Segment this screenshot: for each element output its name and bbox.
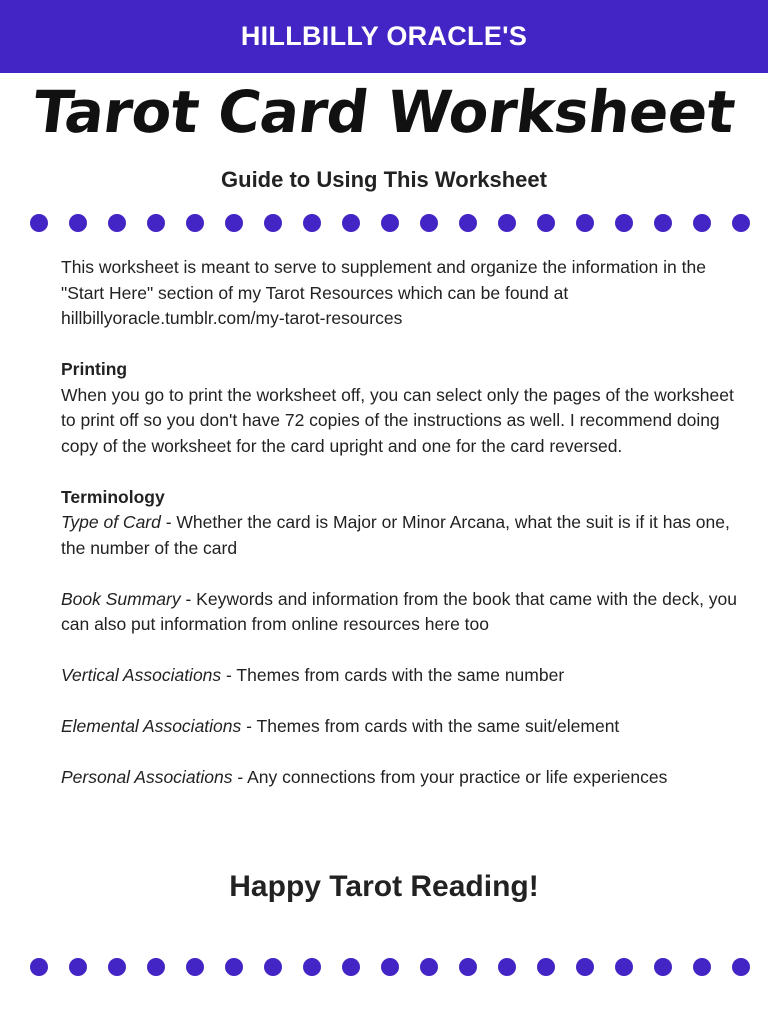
divider-dot [225,958,243,976]
definition-personal-associations: - Any connections from your practice or life experiences [232,767,668,787]
divider-dot [69,958,87,976]
terminology-section [61,485,741,562]
divider-dot [303,214,321,232]
page-subtitle: Guide to Using This Worksheet [221,167,547,192]
divider-dot [498,958,516,976]
divider-dot [30,958,48,976]
divider-dot [225,214,243,232]
dot-divider-top [30,213,750,233]
divider-dot [186,958,204,976]
divider-dot [342,958,360,976]
term-entry-personal-associations [61,765,741,791]
divider-dot [732,958,750,976]
divider-dot [537,214,555,232]
divider-dot [381,214,399,232]
divider-dot [186,214,204,232]
term-entry-vertical-associations [61,663,741,689]
divider-dot [615,958,633,976]
closing-message: Happy Tarot Reading! [229,870,539,903]
intro-paragraph: This worksheet is meant to serve to supplement and organize the information in the "Start Here" section of my Tarot Resources which can be found at hillbillyoracle.tumblr.com/my-tarot-resources [61,257,706,328]
divider-dot [303,958,321,976]
divider-dot [264,958,282,976]
page-title: Tarot Card Worksheet [29,78,739,146]
instructions-body [61,255,741,816]
printing-section [61,357,741,459]
divider-dot [576,958,594,976]
definition-vertical-associations: - Themes from cards with the same number [221,665,565,685]
divider-dot [693,958,711,976]
term-entry-elemental-associations [61,714,741,740]
dot-divider-bottom [30,957,750,977]
divider-dot [537,958,555,976]
divider-dot [498,214,516,232]
definition-elemental-associations: - Themes from cards with the same suit/element [241,716,620,736]
term-personal-associations: Personal Associations [61,767,233,787]
divider-dot [732,214,750,232]
divider-dot [459,958,477,976]
divider-dot [693,214,711,232]
divider-dot [147,214,165,232]
divider-dot [420,958,438,976]
divider-dot [615,214,633,232]
divider-dot [69,214,87,232]
divider-dot [459,214,477,232]
divider-dot [576,214,594,232]
printing-text: When you go to print the worksheet off, you can select only the pages of the worksheet to print off so you don't have 72 copies of the instructions as well. I recommend doing copy of the worksheet for the card upright and one for the card reversed. [61,384,734,456]
definition-type-of-card: - Whether the card is Major or Minor Arcana, what the suit is if it has one, the number of the card [61,512,730,558]
divider-dot [30,214,48,232]
term-entry-book-summary [61,587,741,638]
divider-dot [381,958,399,976]
definition-book-summary: - Keywords and information from the book that came with the deck, you can also put information from online resources here too [61,588,738,634]
term-vertical-associations: Vertical Associations [61,665,222,685]
divider-dot [654,214,672,232]
header-banner [0,0,768,73]
divider-dot [108,214,126,232]
banner-title: HILLBILLY ORACLE'S [240,21,528,51]
divider-dot [264,214,282,232]
term-type-of-card: Type of Card [61,512,161,532]
printing-heading: Printing [61,359,128,379]
divider-dot [147,958,165,976]
divider-dot [108,958,126,976]
divider-dot [342,214,360,232]
terminology-heading: Terminology [61,486,165,507]
term-book-summary: Book Summary [61,588,181,609]
term-elemental-associations: Elemental Associations [61,716,242,736]
divider-dot [420,214,438,232]
divider-dot [654,958,672,976]
